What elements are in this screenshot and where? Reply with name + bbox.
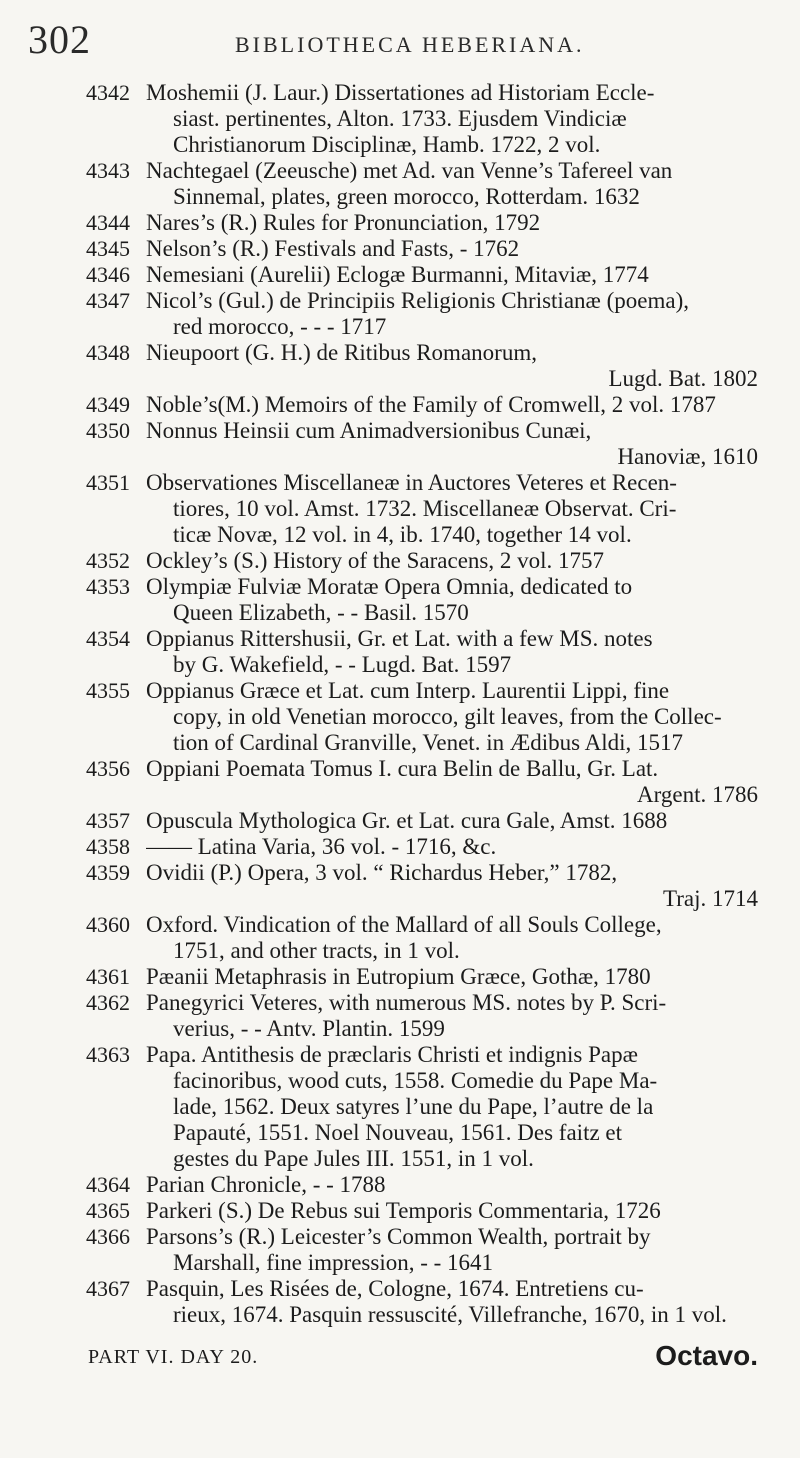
entry-line: red morocco, - - - 1717 bbox=[173, 314, 387, 339]
entry-line: tion of Cardinal Granville, Venet. in Ædibus Aldi, 1517 bbox=[173, 730, 683, 755]
entry-line: Nares’s (R.) Rules for Pronunciation, 1792 bbox=[146, 210, 541, 235]
lot-number: 4361 bbox=[86, 964, 130, 989]
catalogue-entry bbox=[0, 1042, 800, 1172]
lot-number: 4364 bbox=[86, 1172, 130, 1197]
catalogue-entry bbox=[0, 210, 800, 236]
entry-line: facinoribus, wood cuts, 1558. Comedie du Pape Ma- bbox=[173, 1068, 658, 1093]
lot-number: 4345 bbox=[86, 236, 130, 261]
catalogue-entry bbox=[0, 860, 800, 912]
entry-line: Observationes Miscellaneæ in Auctores Veteres et Recen- bbox=[146, 470, 677, 495]
lot-number: 4349 bbox=[86, 392, 130, 417]
catalogue-entry bbox=[0, 834, 800, 860]
entry-line: 1751, and other tracts, in 1 vol. bbox=[173, 938, 460, 963]
entry-line: by G. Wakefield, - - Lugd. Bat. 1597 bbox=[173, 652, 512, 677]
catalogue-entry bbox=[0, 1198, 800, 1224]
running-title: BIBLIOTHECA HEBERIANA. bbox=[235, 32, 585, 57]
entry-line: Noble’s(M.) Memoirs of the Family of Cromwell, 2 vol. 1787 bbox=[146, 392, 716, 417]
lot-number: 4363 bbox=[86, 1042, 130, 1067]
entry-line: Oxford. Vindication of the Mallard of all Souls College, bbox=[146, 912, 662, 937]
lot-number: 4348 bbox=[86, 340, 130, 365]
lot-number: 4354 bbox=[86, 626, 130, 651]
format-label: Octavo. bbox=[655, 1340, 758, 1371]
entry-line: Parian Chronicle, - - 1788 bbox=[146, 1172, 386, 1197]
lot-number: 4356 bbox=[86, 756, 130, 781]
page-number: 302 bbox=[28, 17, 91, 62]
lot-number: 4344 bbox=[86, 210, 130, 235]
catalogue-entry bbox=[0, 756, 800, 808]
catalogue-entry bbox=[0, 574, 800, 626]
lot-number: 4343 bbox=[86, 158, 130, 183]
catalogue-entry bbox=[0, 808, 800, 834]
entry-line: Nicol’s (Gul.) de Principiis Religionis Christianæ (poema), bbox=[146, 288, 689, 313]
lot-number: 4359 bbox=[86, 860, 130, 885]
catalogue-entry bbox=[0, 340, 800, 392]
entry-line: Panegyrici Veteres, with numerous MS. notes by P. Scri- bbox=[146, 990, 667, 1015]
entry-line: —— Latina Varia, 36 vol. - 1716, &c. bbox=[146, 834, 497, 859]
lot-number: 4355 bbox=[86, 678, 130, 703]
catalogue-entry bbox=[0, 418, 800, 470]
entry-line: Moshemii (J. Laur.) Dissertationes ad Historiam Eccle- bbox=[146, 80, 655, 105]
entry-line: verius, - - Antv. Plantin. 1599 bbox=[173, 1016, 445, 1041]
part-day-label: PART VI. DAY 20. bbox=[88, 1346, 259, 1368]
lot-number: 4352 bbox=[86, 548, 130, 573]
entry-line: Pæanii Metaphrasis in Eutropium Græce, Gothæ, 1780 bbox=[146, 964, 651, 989]
entry-line: Hanoviæ, 1610 bbox=[617, 444, 758, 469]
entry-line: Lugd. Bat. 1802 bbox=[608, 366, 758, 391]
entry-line: Ovidii (P.) Opera, 3 vol. “ Richardus Heber,” 1782, bbox=[146, 860, 618, 885]
lot-number: 4365 bbox=[86, 1198, 130, 1223]
entry-line: Parkeri (S.) De Rebus sui Temporis Commentaria, 1726 bbox=[146, 1198, 661, 1223]
entry-line: Nelson’s (R.) Festivals and Fasts, - 1762 bbox=[146, 236, 520, 261]
catalogue-entry bbox=[0, 80, 800, 158]
page-header bbox=[0, 16, 800, 66]
entry-line: Queen Elizabeth, - - Basil. 1570 bbox=[173, 600, 469, 625]
catalogue-entry bbox=[0, 236, 800, 262]
catalogue-entry bbox=[0, 912, 800, 964]
catalogue-entry bbox=[0, 678, 800, 756]
entry-line: ticæ Novæ, 12 vol. in 4, ib. 1740, together 14 vol. bbox=[173, 522, 632, 547]
entry-line: copy, in old Venetian morocco, gilt leaves, from the Collec- bbox=[173, 704, 722, 729]
catalogue-entry bbox=[0, 548, 800, 574]
entry-line: Papauté, 1551. Noel Nouveau, 1561. Des faitz et bbox=[173, 1120, 623, 1145]
entry-line: Pasquin, Les Risées de, Cologne, 1674. Entretiens cu- bbox=[146, 1276, 644, 1301]
catalogue-entry bbox=[0, 158, 800, 210]
catalogue-entry bbox=[0, 1172, 800, 1198]
entry-line: Argent. 1786 bbox=[637, 782, 758, 807]
catalogue-entry bbox=[0, 964, 800, 990]
catalogue-entry bbox=[0, 990, 800, 1042]
entry-line: siast. pertinentes, Alton. 1733. Ejusdem Vindiciæ bbox=[173, 106, 627, 131]
lot-number: 4346 bbox=[86, 262, 130, 287]
entry-line: rieux, 1674. Pasquin ressuscité, Villefranche, 1670, in 1 vol. bbox=[173, 1302, 727, 1327]
entry-line: Sinnemal, plates, green morocco, Rotterdam. 1632 bbox=[173, 184, 640, 209]
catalogue-entries bbox=[0, 80, 800, 1328]
catalogue-entry bbox=[0, 470, 800, 548]
lot-number: 4358 bbox=[86, 834, 130, 859]
catalogue-entry bbox=[0, 1276, 800, 1328]
entry-line: tiores, 10 vol. Amst. 1732. Miscellaneæ Observat. Cri- bbox=[173, 496, 677, 521]
entry-line: Nonnus Heinsii cum Animadversionibus Cunæi, bbox=[146, 418, 592, 443]
lot-number: 4347 bbox=[86, 288, 130, 313]
entry-line: lade, 1562. Deux satyres l’une du Pape, l’autre de la bbox=[173, 1094, 654, 1119]
entry-line: Parsons’s (R.) Leicester’s Common Wealth, portrait by bbox=[146, 1224, 651, 1249]
entry-line: Ockley’s (S.) History of the Saracens, 2 vol. 1757 bbox=[146, 548, 605, 573]
entry-line: Olympiæ Fulviæ Moratæ Opera Omnia, dedicated to bbox=[146, 574, 633, 599]
lot-number: 4342 bbox=[86, 80, 130, 105]
lot-number: 4362 bbox=[86, 990, 130, 1015]
entry-line: Oppianus Græce et Lat. cum Interp. Laurentii Lippi, fine bbox=[146, 678, 670, 703]
lot-number: 4367 bbox=[86, 1276, 130, 1301]
catalogue-entry bbox=[0, 1224, 800, 1276]
entry-line: Christianorum Disciplinæ, Hamb. 1722, 2 vol. bbox=[173, 132, 601, 157]
lot-number: 4366 bbox=[86, 1224, 130, 1249]
entry-line: Oppianus Rittershusii, Gr. et Lat. with a few MS. notes bbox=[146, 626, 653, 651]
entry-line: Papa. Antithesis de præclaris Christi et indignis Papæ bbox=[146, 1042, 638, 1067]
catalogue-entry bbox=[0, 262, 800, 288]
entry-line: Oppiani Poemata Tomus I. cura Belin de Ballu, Gr. Lat. bbox=[146, 756, 659, 781]
catalogue-entry bbox=[0, 288, 800, 340]
entry-line: Traj. 1714 bbox=[663, 886, 758, 911]
entry-line: gestes du Pape Jules III. 1551, in 1 vol. bbox=[173, 1146, 534, 1171]
entry-line: Opuscula Mythologica Gr. et Lat. cura Gale, Amst. 1688 bbox=[146, 808, 668, 833]
entry-line: Marshall, fine impression, - - 1641 bbox=[173, 1250, 494, 1275]
lot-number: 4350 bbox=[86, 418, 130, 443]
entry-line: Nemesiani (Aurelii) Eclogæ Burmanni, Mitaviæ, 1774 bbox=[146, 262, 649, 287]
lot-number: 4357 bbox=[86, 808, 130, 833]
page-footer bbox=[0, 1340, 800, 1380]
lot-number: 4360 bbox=[86, 912, 130, 937]
entry-line: Nieupoort (G. H.) de Ritibus Romanorum, bbox=[146, 340, 537, 365]
entry-line: Nachtegael (Zeeusche) met Ad. van Venne’s Tafereel van bbox=[146, 158, 673, 183]
lot-number: 4351 bbox=[86, 470, 130, 495]
catalogue-entry bbox=[0, 626, 800, 678]
lot-number: 4353 bbox=[86, 574, 130, 599]
catalogue-entry bbox=[0, 392, 800, 418]
